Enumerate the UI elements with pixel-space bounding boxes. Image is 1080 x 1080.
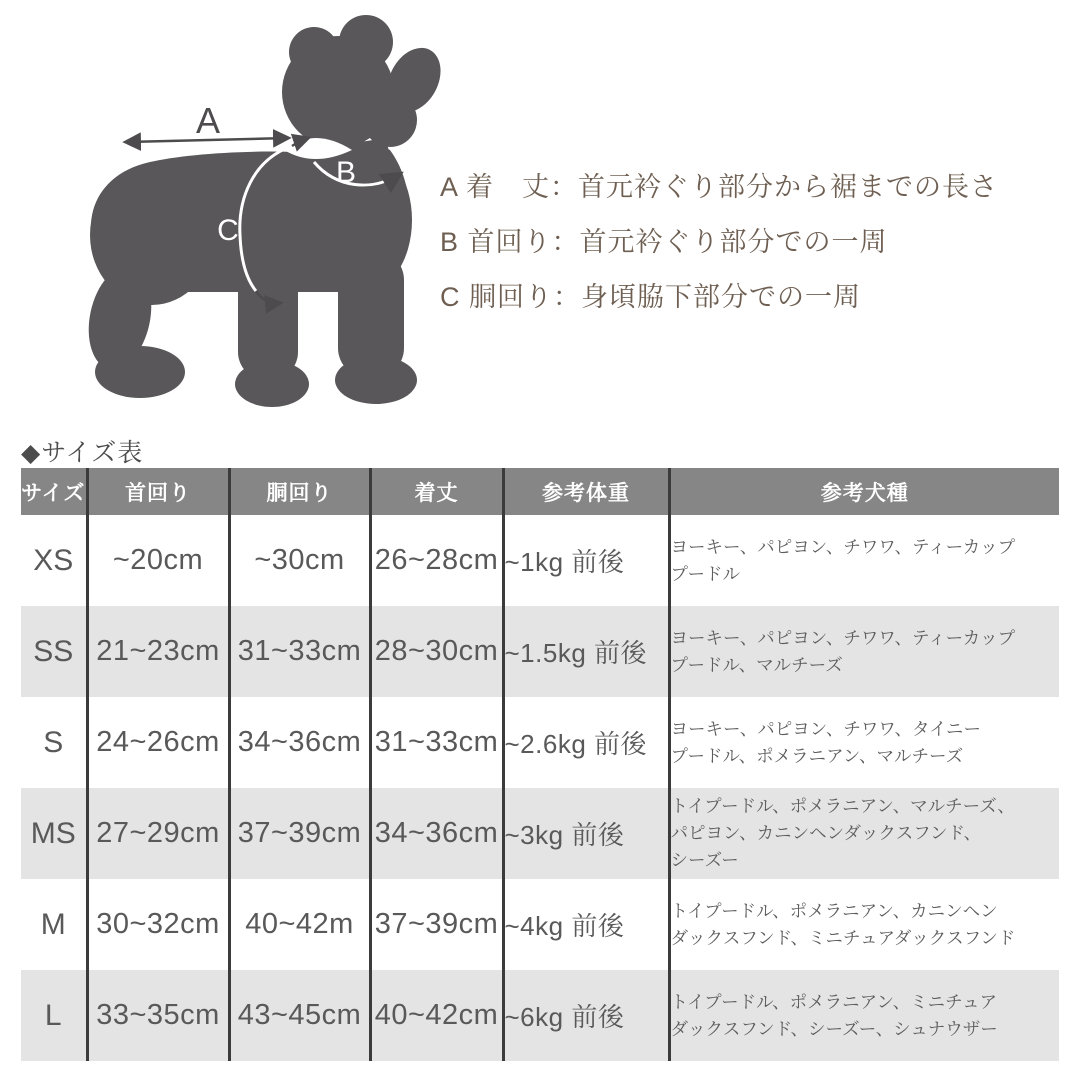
column-header-neck: 首回り (87, 468, 229, 515)
size-table-header-row (21, 468, 1059, 515)
cell-length: 26~28cm (370, 515, 503, 606)
cell-neck: 21~23cm (87, 606, 229, 697)
table-row-l (21, 970, 1059, 1061)
cell-size: S (21, 697, 87, 788)
dog-measurement-diagram (60, 10, 450, 415)
cell-length: 37~39cm (370, 879, 503, 970)
size-table-heading: ◆サイズ表 (21, 439, 144, 467)
measurement-description-a: A 着 丈：首元衿ぐり部分から裾までの長さ (440, 172, 999, 202)
column-header-weight: 参考体重 (503, 468, 669, 515)
cell-length: 28~30cm (370, 606, 503, 697)
cell-girth: 43~45cm (229, 970, 370, 1061)
cell-size: L (21, 970, 87, 1061)
cell-girth: 34~36cm (229, 697, 370, 788)
cell-length: 34~36cm (370, 788, 503, 879)
cell-neck: 27~29cm (87, 788, 229, 879)
cell-length: 40~42cm (370, 970, 503, 1061)
cell-neck: 30~32cm (87, 879, 229, 970)
table-row-ss (21, 606, 1059, 697)
cell-size: XS (21, 515, 87, 606)
cell-breeds: ヨーキー、パピヨン、チワワ、ティーカップ プードル、マルチーズ (670, 627, 1016, 675)
column-header-girth: 胴回り (229, 468, 370, 515)
cell-neck: ~20cm (87, 515, 229, 606)
cell-breeds: トイプードル、ポメラニアン、ミニチュア ダックスフンド、シーズー、シュナウザー (670, 991, 998, 1039)
dog-silhouette-icon (80, 15, 450, 407)
size-table (21, 468, 1059, 1061)
cell-length: 31~33cm (370, 697, 503, 788)
cell-weight: ~1.5kg 前後 (503, 606, 669, 697)
table-row-s (21, 697, 1059, 788)
cell-size: MS (21, 788, 87, 879)
measure-label-a: A (195, 100, 221, 141)
cell-weight: ~4kg 前後 (503, 879, 669, 970)
cell-neck: 24~26cm (87, 697, 229, 788)
cell-breeds: トイプードル、ポメラニアン、カニンヘン ダックスフンド、ミニチュアダックスフンド (670, 900, 1016, 948)
cell-size: M (21, 879, 87, 970)
measure-label-b: B (335, 156, 357, 189)
measurement-description-b: B 首回り：首元衿ぐり部分での一周 (440, 227, 888, 257)
measurement-descriptions (440, 160, 1060, 325)
cell-girth: 31~33cm (229, 606, 370, 697)
cell-weight: ~3kg 前後 (503, 788, 669, 879)
cell-breeds: ヨーキー、パピヨン、チワワ、ティーカップ プードル (670, 536, 1016, 584)
cell-girth: 40~42m (229, 879, 370, 970)
cell-size: SS (21, 606, 87, 697)
column-header-length: 着丈 (370, 468, 503, 515)
measurement-description-c: C 胴回り：身頃脇下部分での一周 (440, 282, 861, 312)
table-row-m (21, 879, 1059, 970)
cell-girth: ~30cm (229, 515, 370, 606)
cell-breeds: ヨーキー、パピヨン、チワワ、タイニー プードル、ポメラニアン、マルチーズ (670, 718, 981, 766)
cell-girth: 37~39cm (229, 788, 370, 879)
cell-weight: ~1kg 前後 (503, 515, 669, 606)
table-row-ms (21, 788, 1059, 879)
cell-neck: 33~35cm (87, 970, 229, 1061)
cell-weight: ~6kg 前後 (503, 970, 669, 1061)
column-header-size: サイズ (21, 468, 87, 515)
cell-breeds: トイプードル、ポメラニアン、マルチーズ、 パピヨン、カニンヘンダックスフンド、 シーズー (670, 796, 1015, 870)
table-row-xs (21, 515, 1059, 606)
measure-label-c: C (217, 214, 239, 247)
column-header-breeds: 参考犬種 (820, 481, 909, 505)
cell-weight: ~2.6kg 前後 (503, 697, 669, 788)
